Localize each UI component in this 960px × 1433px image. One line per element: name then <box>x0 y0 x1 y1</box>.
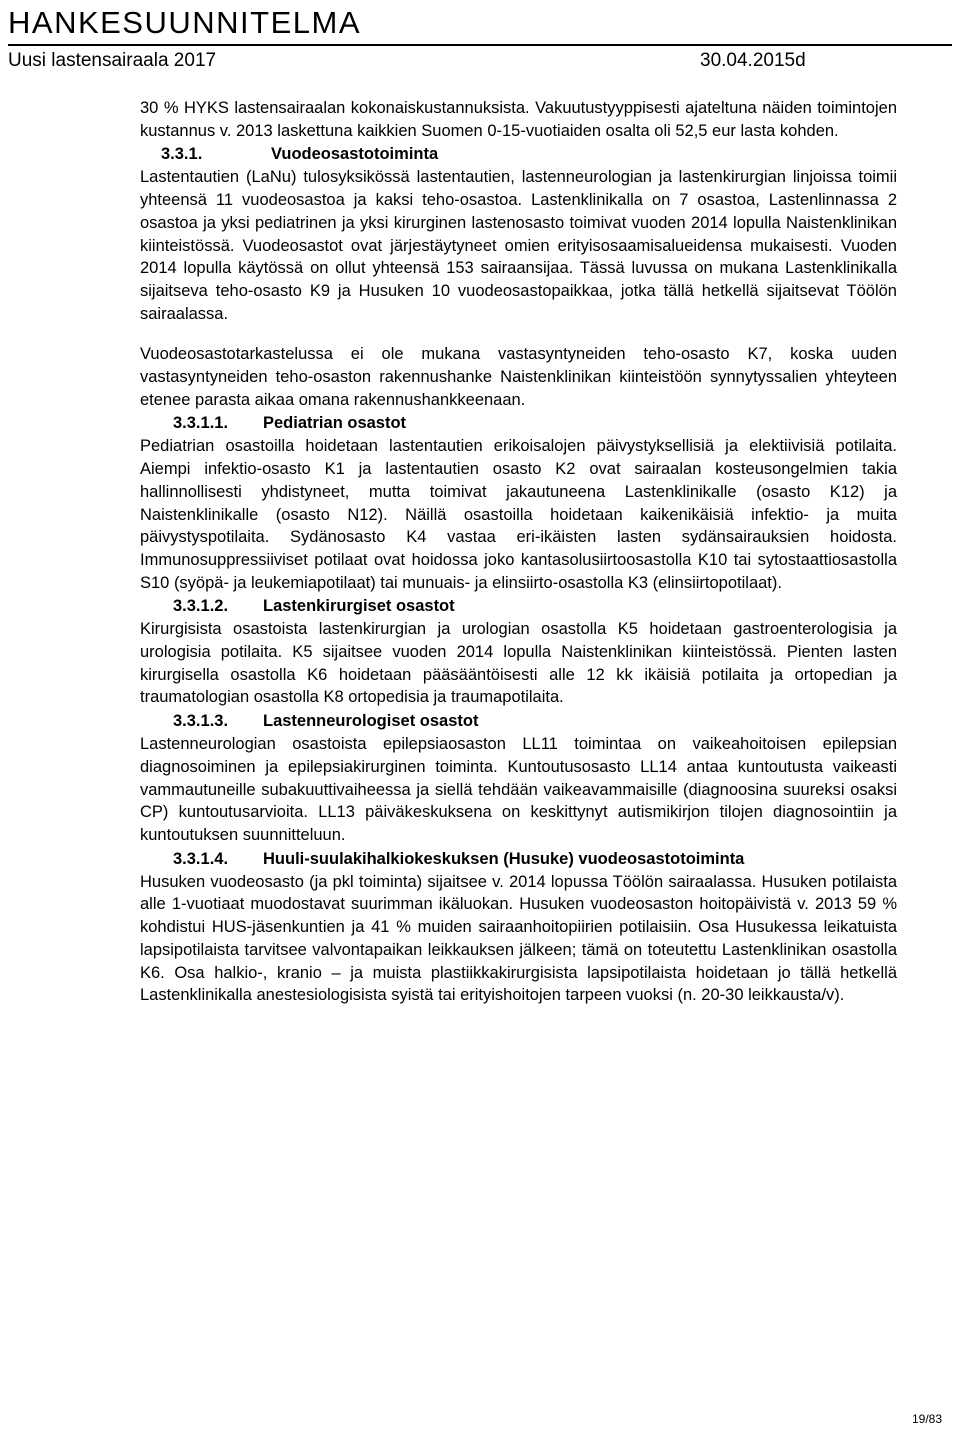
pediatria-paragraph: Pediatrian osastoilla hoidetaan lastentautien erikoisalojen päivystyksellisiä ja elektiivisiä potilaita. Aiempi infektio-osasto K1 ja lastentautien osasto K2 ovat sairaalan kosteusongelmien takia hallinnollisesti yhdistyneet, mutta toimivat jakautuneena Lastenklinikalle (osasto K12) ja Naistenklinikalle (osasto N12). Näillä osastoilla hoidetaan kaikenikäisiä infektio- ja muita päivystyspotilaita. Sydänosasto K4 vastaa eri-ikäisten lasten sydänsairauksien hoidosta. Immunosuppressiiviset potilaat ovat hoidossa joko kantasolusiirtoosastolla K10 tai sytostaattiosastolla S10 (syöpä- ja leukemiapotilaat) tai munuais- ja elinsiirto-osastolla K3 (elinsiirtopotilaat). <box>140 437 897 592</box>
heading-number: 3.3.1.3. <box>173 712 229 731</box>
heading-pediatria <box>140 411 897 435</box>
page-header <box>0 0 960 81</box>
page-number: 19/83 <box>912 1412 943 1426</box>
heading-number: 3.3.1.1. <box>173 414 229 433</box>
heading-number: 3.3.1. <box>161 145 203 164</box>
heading-lastenkirurgia <box>140 594 897 618</box>
heading-number: 3.3.1.2. <box>173 597 229 616</box>
project-name: Uusi lastensairaala 2017 <box>8 50 217 71</box>
document-title: HANKESUUNNITELMA <box>8 5 361 40</box>
kirurgia-paragraph: Kirurgisista osastoista lastenkirurgian ja urologian osastolla K5 hoidetaan gastroenterologisia ja urologisia potilaita. K5 sijaitsee vuoden 2014 lopulla Naistenklinikan kiinteistössä. Pienten lasten kirurgisella osastolla K6 hoidetaan pääsääntöisesti alle 12 kk ikäisiä potilaita ja ortopedian ja traumatologian osastolla K8 ortopedisia ja traumapotilaita. <box>140 620 897 707</box>
heading-husuke <box>140 847 897 871</box>
heading-title: Vuodeosastotoiminta <box>271 145 439 164</box>
heading-number: 3.3.1.4. <box>173 849 229 868</box>
heading-vuodeosastotoiminta <box>140 142 897 166</box>
neurologia-paragraph: Lastenneurologian osastoista epilepsiaosaston LL11 toimintaa on vaikeahoitoisen epilepsian diagnosoiminen ja epilepsiakirurginen toiminta. Kuntoutusosasto LL14 antaa kuntoutusta vaikeasti vammautuneille subakuuttivaiheessa ja siellä tehdään vaikeavammaisille (diagnoosina suureksi osaksi CP) kuntoutusarvioita. LL13 päiväkeskuksena on keskittynyt autismikirjon tilojen diagnosointiin ja kuntoutuksen suunnitteluun. <box>140 735 897 844</box>
document-date: 30.04.2015d <box>700 50 806 71</box>
header-divider <box>8 44 952 46</box>
heading-title: Pediatrian osastot <box>263 414 407 433</box>
heading-title: Lastenkirurgiset osastot <box>263 597 455 616</box>
document-body <box>140 90 897 1007</box>
husuke-paragraph: Husuken vuodeosasto (ja pkl toiminta) sijaitsee v. 2014 lopussa Töölön sairaalassa. Husuken potilaista alle 1-vuotiaat muodostavat suurimman ikäluokan. Husuken vuodeosaston hoitopäivistä v. 2013 59 % kohdistui HUS-jäsenkuntien ja 41 % muiden sairaanhoitopiirien potilaisiin. Osa Husukessa leikatuista lapsipotilaista tarvitsee valvontapaikan leikkauksen jälkeen; tämä on toteutettu Lastenklinikan osastolla K6. Osa halkio-, kranio – ja muista plastiikkakirurgisista lapsipotilaista hoidetaan jo tällä hetkellä Lastenklinikalla anestesiologisista syistä tai erityishoitojen tarpeen vuoksi (n. 20-30 leikkausta/v). <box>140 872 897 1005</box>
heading-title: Lastenneurologiset osastot <box>263 712 479 731</box>
vuodeosasto-paragraph-1: Lastentautien (LaNu) tulosyksikössä lastentautien, lastenneurologian ja lastenkirurgian linjoissa toimii yhteensä 11 vuodeosastoa ja kaksi teho-osastoa. Lastenklinikalla on 7 osastoa, Lastenlinnassa 2 osastoa ja yksi pediatrinen ja yksi kirurginen lastenosasto toimivat vuoden 2014 lopulla Naistenklinikan kiinteistössä. Vuodeosastot ovat järjestäytyneet omien erityisosaamisalueidensa mukaisesti. Vuoden 2014 lopulla käytössä on ollut yhteensä 153 sairaansijaa. Tässä luvussa on mukana Lastenklinikalla sijaitseva teho-osasto K9 ja Husuken 10 vuodeosastopaikkaa, jotka tällä hetkellä sijaitsevat Töölön sairaalassa. <box>140 168 897 323</box>
vuodeosasto-paragraph-2: Vuodeosastotarkastelussa ei ole mukana vastasyntyneiden teho-osasto K7, koska uuden vastasyntyneiden teho-osaston rakennushanke Naistenklinikan kiinteistöön synnytyssalien yhteyteen etenee parasta aikaa omana rakennushankkeenaan. <box>140 345 897 409</box>
heading-lastenneurologia <box>140 709 897 733</box>
intro-paragraph: 30 % HYKS lastensairaalan kokonaiskustannuksista. Vakuutustyyppisesti ajateltuna näiden toimintojen kustannus v. 2013 laskettuna kaikkien Suomen 0-15-vuotiaiden osalta oli 52,5 eur lasta kohden. <box>140 99 897 140</box>
heading-title: Huuli-suulakihalkiokeskuksen (Husuke) vuodeosastotoiminta <box>263 849 745 868</box>
